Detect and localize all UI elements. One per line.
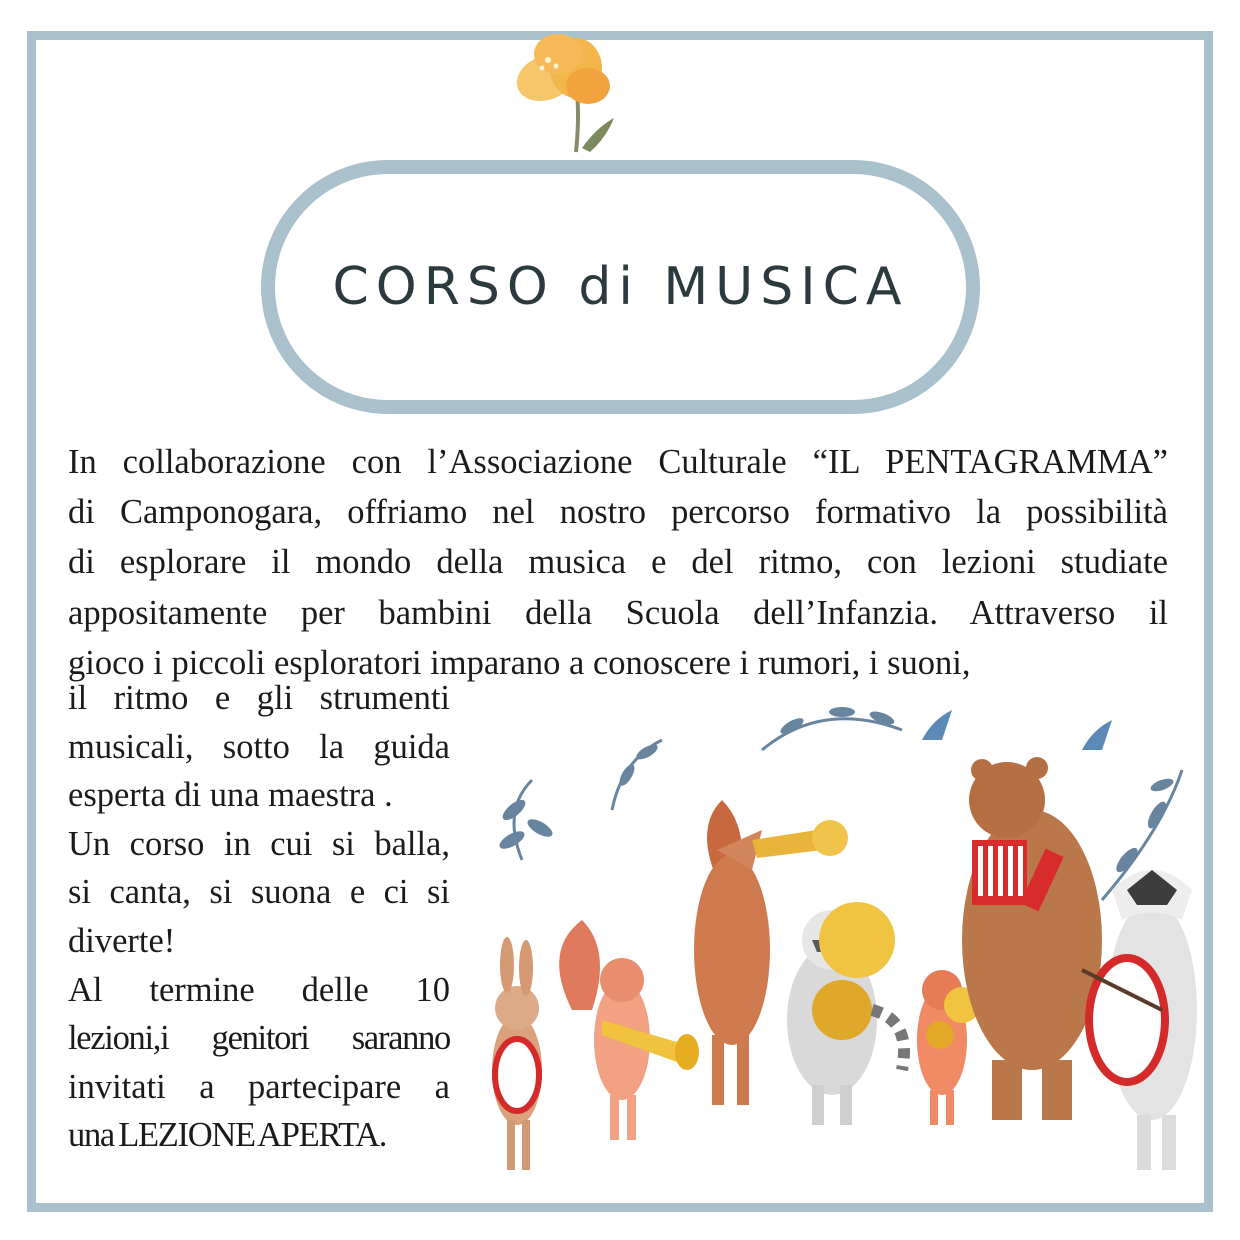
side-line: musicali, sotto la guida xyxy=(68,727,450,766)
side-line: il ritmo e gli strumenti xyxy=(68,679,450,717)
title-badge xyxy=(261,160,980,414)
intro-line: gioco i piccoli esploratori imparano a conoscere i rumori, i suoni, xyxy=(68,643,971,682)
side-line: si canta, si suona e ci si xyxy=(68,873,450,912)
side-line: Al termine delle 10 xyxy=(68,970,450,1009)
side-line: una LEZIONE APERTA. xyxy=(68,1116,387,1155)
flower-icon xyxy=(496,20,626,160)
side-line: diverte! xyxy=(68,921,176,960)
intro-paragraph xyxy=(68,437,1168,688)
animal-band-illustration xyxy=(462,690,1204,1190)
side-line: Un corso in cui si balla, xyxy=(68,824,450,863)
side-paragraph xyxy=(68,674,450,1160)
intro-line: appositamente per bambini della Scuola dell’Infanzia. Attraverso il xyxy=(68,593,1168,632)
side-line: esperta di una maestra . xyxy=(68,776,393,815)
side-line: lezioni,i genitori saranno xyxy=(68,1019,450,1058)
page-title: CORSO di MUSICA xyxy=(332,257,909,317)
intro-line: In collaborazione con l’Associazione Culturale “IL PENTAGRAMMA” xyxy=(68,443,1168,481)
intro-line: di Camponogara, offriamo nel nostro percorso formativo la possibilità xyxy=(68,493,1168,532)
intro-line: di esplorare il mondo della musica e del ritmo, con lezioni studiate xyxy=(68,543,1168,582)
side-line: invitati a partecipare a xyxy=(68,1067,450,1106)
